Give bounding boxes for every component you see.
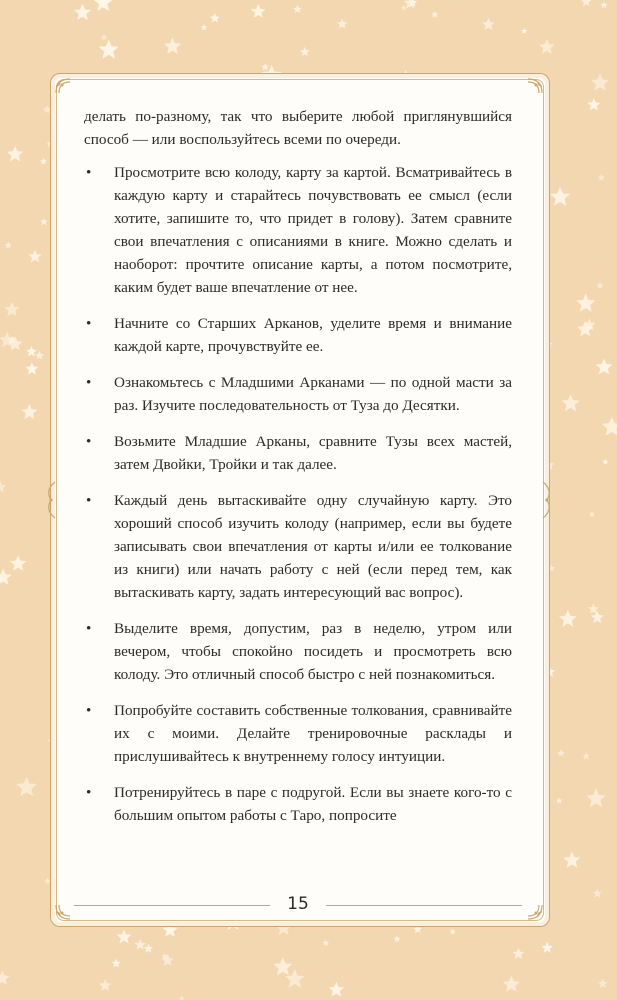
star-icon bbox=[201, 24, 208, 30]
flourish-corner-icon bbox=[54, 77, 72, 95]
star-icon bbox=[251, 4, 266, 18]
star-icon bbox=[101, 34, 108, 41]
star-icon bbox=[7, 146, 24, 162]
star-icon bbox=[117, 929, 132, 943]
star-icon bbox=[99, 40, 119, 59]
flourish-corner-icon bbox=[526, 903, 544, 921]
intro-paragraph: делать по-разному, так что выберите любой приглянувшийся способ — или воспользуйтесь всеми по очереди. bbox=[84, 108, 512, 148]
star-icon bbox=[503, 975, 520, 991]
star-icon bbox=[583, 752, 590, 759]
star-icon bbox=[26, 346, 37, 357]
page-number-rule bbox=[74, 905, 270, 906]
star-icon bbox=[602, 459, 608, 465]
star-icon bbox=[450, 928, 456, 934]
flourish-corner-icon bbox=[54, 903, 72, 921]
side-flourish-icon bbox=[541, 480, 555, 520]
star-icon bbox=[40, 218, 48, 226]
star-icon bbox=[593, 889, 602, 898]
star-icon bbox=[26, 362, 39, 374]
list-item: • Потренируйтесь в паре с подругой. Если вы знаете кого-то с большим опытом работы с Таро, попросите bbox=[84, 781, 512, 827]
star-icon bbox=[300, 47, 310, 57]
star-icon bbox=[591, 73, 609, 90]
star-icon bbox=[337, 19, 348, 29]
star-icon bbox=[164, 37, 181, 54]
star-icon bbox=[557, 749, 565, 757]
star-icon bbox=[602, 417, 617, 436]
star-icon bbox=[144, 944, 153, 953]
list-item: • Каждый день вытаскивайте одну случайную карту. Это хороший способ изучить колоду (например, если вы будете записывать свои впечатления от карты и/или ее толкование из книги) или начать работу с ней (если перед тем, как вытаскивать карту, задать интересующий вас вопрос). bbox=[84, 489, 512, 604]
star-icon bbox=[94, 0, 113, 11]
list-item: • Начните со Старших Арканов, уделите время и внимание каждой карте, прочувствуйте ее. bbox=[84, 312, 512, 358]
star-icon bbox=[210, 13, 220, 22]
list-item: • Попробуйте составить собственные толкования, сравнивайте их с моими. Делайте тренировочные расклады и прислушивайтесь к внутреннему голосу интуиции. bbox=[84, 699, 512, 768]
star-icon bbox=[596, 282, 603, 289]
star-icon bbox=[541, 942, 553, 953]
star-icon bbox=[601, 1, 608, 8]
star-icon bbox=[591, 611, 604, 623]
star-icon bbox=[135, 939, 146, 950]
star-icon bbox=[559, 610, 577, 627]
star-icon bbox=[598, 174, 606, 181]
star-icon bbox=[587, 98, 600, 110]
page-text bbox=[84, 105, 512, 840]
list-item: • Возьмите Младшие Арканы, сравните Тузы всех мастей, затем Двойки, Тройки и так далее. bbox=[84, 430, 512, 476]
star-icon bbox=[16, 777, 37, 797]
star-icon bbox=[521, 28, 527, 34]
star-icon bbox=[112, 959, 121, 968]
star-icon bbox=[21, 404, 37, 419]
star-icon bbox=[401, 5, 407, 11]
flourish-corner-icon bbox=[526, 77, 544, 95]
star-icon bbox=[40, 158, 47, 165]
star-icon bbox=[35, 351, 44, 360]
star-icon bbox=[262, 63, 269, 70]
star-icon bbox=[556, 797, 563, 803]
star-icon bbox=[539, 39, 555, 54]
star-icon bbox=[0, 568, 12, 585]
star-icon bbox=[563, 851, 580, 867]
tips-list bbox=[84, 161, 512, 827]
star-icon bbox=[431, 11, 439, 18]
side-flourish-icon bbox=[43, 480, 57, 520]
star-icon bbox=[0, 481, 6, 493]
star-icon bbox=[28, 250, 41, 263]
list-item: • Выделите время, допустим, раз в неделю, утром или вечером, чтобы спокойно посидеть и просмотреть всю колоду. Это отличный способ быстро с ней познакомиться. bbox=[84, 617, 512, 686]
star-icon bbox=[482, 18, 495, 30]
star-icon bbox=[5, 241, 13, 248]
star-icon bbox=[273, 957, 292, 975]
star-icon bbox=[0, 971, 10, 985]
star-icon bbox=[513, 948, 525, 959]
star-icon bbox=[394, 935, 401, 942]
star-icon bbox=[598, 979, 608, 988]
star-icon bbox=[596, 358, 613, 374]
list-item: • Ознакомьтесь с Младшими Арканами — по одной масти за раз. Изучите последовательность от Туза до Десятки. bbox=[84, 371, 512, 417]
star-icon bbox=[581, 0, 592, 6]
star-icon bbox=[562, 394, 580, 411]
star-icon bbox=[586, 788, 606, 807]
star-icon bbox=[550, 187, 570, 206]
star-icon bbox=[293, 5, 301, 13]
page-number-rule bbox=[326, 905, 522, 906]
star-icon bbox=[99, 979, 112, 991]
star-icon bbox=[10, 555, 27, 571]
star-icon bbox=[179, 996, 185, 1000]
star-icon bbox=[4, 302, 19, 316]
list-item: • Просмотрите всю колоду, карту за картой. Всматривайтесь в каждую карту и старайтесь почувствовать ее смысл (если хотите, запишите то, что придет в голову). Затем сравните свои впечатления с описаниями в книге. Можно сделать и наоборот: прочтите описание карты, а потом посмотрите, каким будет ваше впечатление от нее. bbox=[84, 161, 512, 299]
star-icon bbox=[322, 939, 329, 946]
star-icon bbox=[589, 511, 595, 517]
page-number: 15 bbox=[287, 894, 309, 914]
star-icon bbox=[576, 294, 595, 312]
star-icon bbox=[329, 982, 344, 997]
star-icon bbox=[74, 4, 91, 20]
